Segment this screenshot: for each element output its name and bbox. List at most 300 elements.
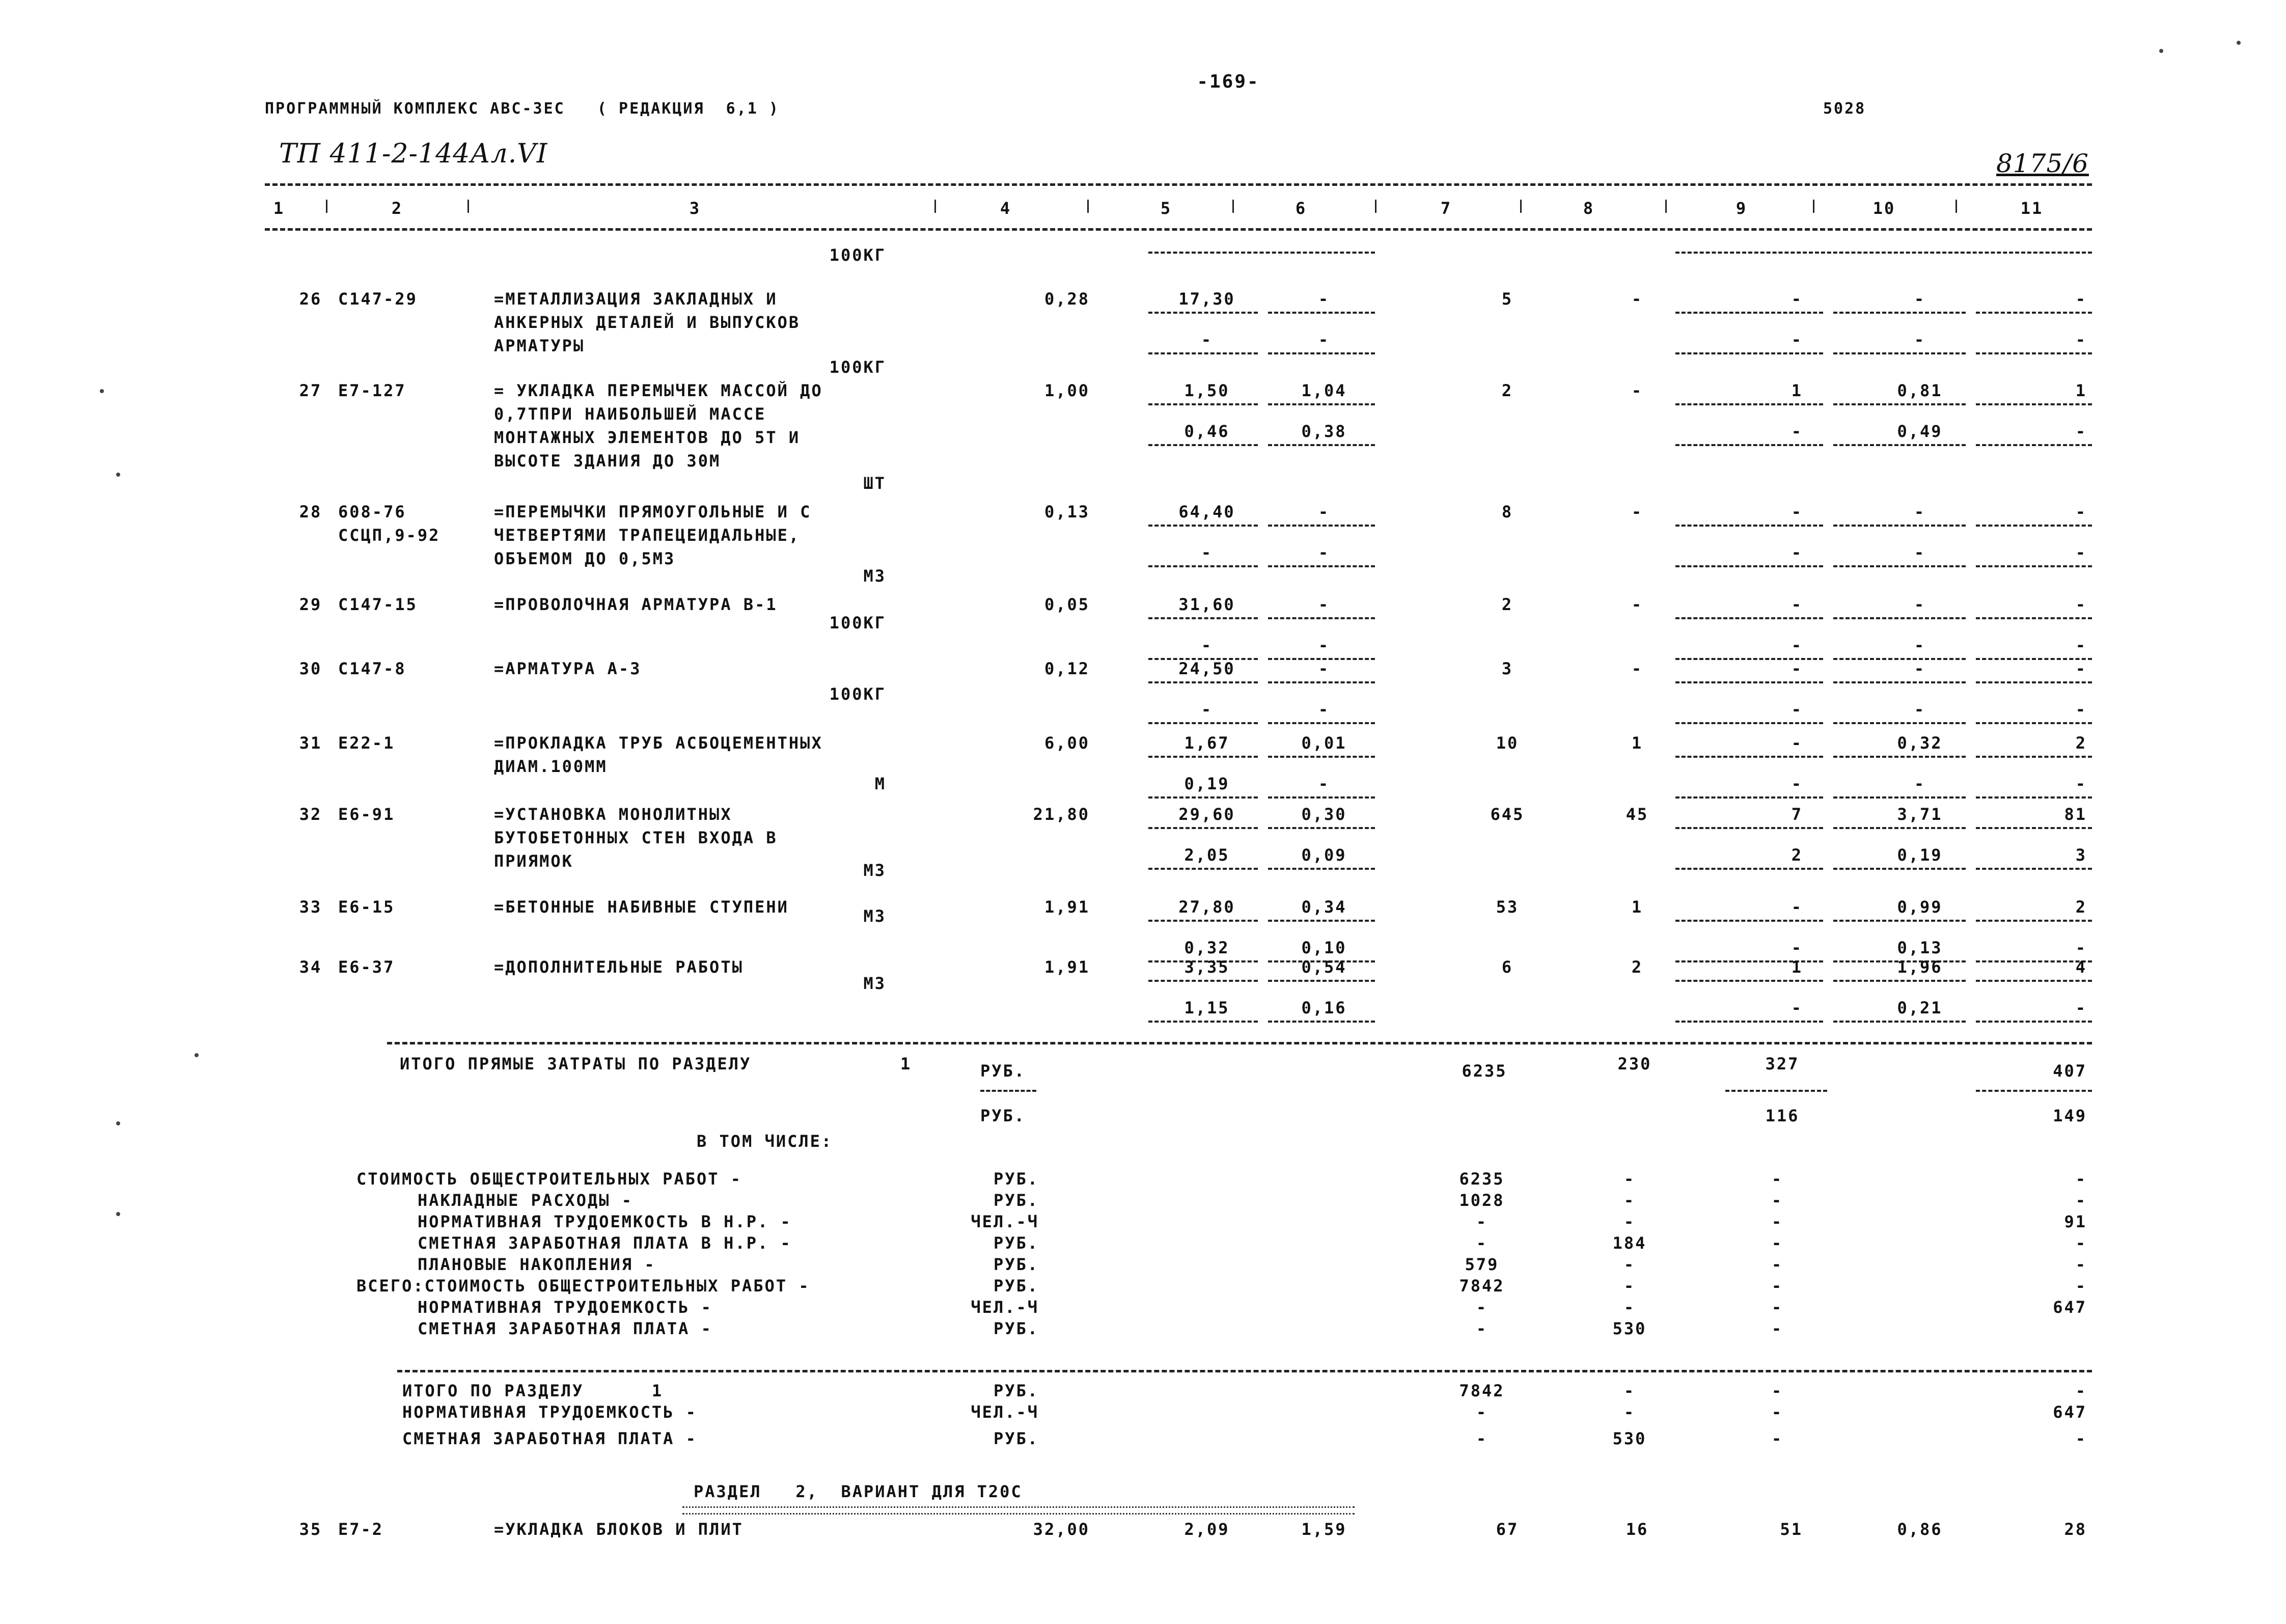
page-number: -169- <box>1197 71 1260 92</box>
cell-rule <box>1675 1021 1823 1023</box>
quantity: 1,91 <box>1044 897 1090 917</box>
summary-machine: - <box>1771 1191 1783 1210</box>
cell-rule <box>1268 403 1375 405</box>
work-description: ПРИЯМОК <box>494 851 573 871</box>
machine-wage-total: - <box>1791 543 1803 562</box>
operating-cost: 0,34 <box>1301 897 1347 917</box>
cell-rule <box>1976 525 2092 527</box>
work-description: АНКЕРНЫХ ДЕТАЛЕЙ И ВЫПУСКОВ <box>494 313 801 332</box>
machine-wage-unit: 0,10 <box>1301 938 1347 957</box>
unit-cost: 27,80 <box>1178 897 1235 917</box>
summary-label: НАКЛАДНЫЕ РАСХОДЫ - <box>418 1191 634 1210</box>
sub-c11: 149 <box>2053 1106 2087 1125</box>
total-cost: 67 <box>1496 1520 1519 1539</box>
wages-total: 45 <box>1626 805 1649 824</box>
labor-unit: - <box>1914 289 1926 309</box>
wage-unit: - <box>1201 330 1213 349</box>
top-cell-rule <box>1675 252 2092 254</box>
machine-labor-total: - <box>2075 422 2087 441</box>
sheet-number: 8175/6 <box>1996 149 2089 178</box>
unit-cost: 2,09 <box>1184 1520 1230 1539</box>
machine-labor-unit: 0,19 <box>1897 845 1943 865</box>
work-description: 0,7ТПРИ НАИБОЛЬШЕЙ МАССЕ <box>494 404 766 424</box>
work-description: ДИАМ.100ММ <box>494 757 608 776</box>
row-number: 32 <box>299 805 322 824</box>
summary-label: СМЕТНАЯ ЗАРАБОТНАЯ ПЛАТА В Н.Р. - <box>418 1233 792 1253</box>
c11-underline <box>1976 1090 2092 1092</box>
summary-unit: РУБ. <box>993 1191 1039 1210</box>
summary-labor: 91 <box>2064 1212 2087 1231</box>
machine-wage-total: - <box>1791 422 1803 441</box>
cell-rule <box>1976 681 2092 683</box>
cell-rule <box>1268 617 1375 619</box>
summary-machine: - <box>1771 1169 1783 1189</box>
labor-unit: 3,71 <box>1897 805 1943 824</box>
cell-rule <box>1268 565 1375 567</box>
work-description: =МЕТАЛЛИЗАЦИЯ ЗАКЛАДНЫХ И <box>494 289 778 309</box>
c9-underline <box>1725 1090 1827 1092</box>
machine-total: 1 <box>1791 381 1803 400</box>
rate-code: Е6-15 <box>338 897 395 917</box>
work-description: =ПРОВОЛОЧНАЯ АРМАТУРА В-1 <box>494 595 778 614</box>
scan-speck <box>2237 41 2241 45</box>
row-number: 33 <box>299 897 322 917</box>
cell-rule <box>1148 1021 1258 1023</box>
labor-unit: - <box>1914 502 1926 521</box>
work-description: =УКЛАДКА БЛОКОВ И ПЛИТ <box>494 1520 743 1539</box>
machine-labor-total: - <box>2075 700 2087 719</box>
column-number-10: 10 <box>1872 199 1896 218</box>
summary-machine: - <box>1771 1298 1783 1317</box>
work-description: =АРМАТУРА А-3 <box>494 659 642 678</box>
direct-costs-section: 1 <box>900 1054 912 1074</box>
measure-unit: М <box>874 774 886 793</box>
document-code: 5028 <box>1823 100 1866 118</box>
cell-rule <box>1675 352 1823 354</box>
row-number: 29 <box>299 595 322 614</box>
cell-rule <box>1976 444 2092 446</box>
machine-labor-total: - <box>2075 330 2087 349</box>
total-cost: 2 <box>1501 595 1513 614</box>
summary-wages: - <box>1623 1212 1636 1231</box>
cell-rule <box>1268 1021 1375 1023</box>
direct-c11: 407 <box>2053 1061 2087 1081</box>
wage-unit: 2,05 <box>1184 845 1230 865</box>
section-total-wages: - <box>1623 1402 1636 1422</box>
unit-cost: 17,30 <box>1178 289 1235 309</box>
column-number-5: 5 <box>1160 199 1172 218</box>
total-cost: 2 <box>1501 381 1513 400</box>
labor-total: - <box>2075 595 2087 614</box>
summary-wages: - <box>1623 1255 1636 1274</box>
labor-unit: 0,32 <box>1897 733 1943 753</box>
column-separator <box>1520 200 1522 213</box>
work-description: =ДОПОЛНИТЕЛЬНЫЕ РАБОТЫ <box>494 957 743 977</box>
operating-cost: 0,01 <box>1301 733 1347 753</box>
cell-rule <box>1976 827 2092 829</box>
cell-rule <box>1833 868 1966 870</box>
machine-labor-total: 3 <box>2075 845 2087 865</box>
wage-unit: - <box>1201 700 1213 719</box>
cell-rule <box>1268 756 1375 758</box>
machine-wage-total: 2 <box>1791 845 1803 865</box>
summary-cost: 6235 <box>1459 1169 1505 1189</box>
unit-cost: 1,50 <box>1184 381 1230 400</box>
machine-labor-unit: 0,49 <box>1897 422 1943 441</box>
program-title: ПРОГРАММНЫЙ КОМПЛЕКС АВС-ЗЕС ( РЕДАКЦИЯ 6,1 ) <box>265 100 780 118</box>
labor-total: 28 <box>2064 1520 2087 1539</box>
summary-cost: - <box>1476 1233 1488 1253</box>
summary-unit: ЧЕЛ.-Ч <box>971 1212 1039 1231</box>
cell-rule <box>1675 403 1823 405</box>
summary-label: СМЕТНАЯ ЗАРАБОТНАЯ ПЛАТА - <box>418 1319 712 1338</box>
rate-code: 608-76 <box>338 502 406 521</box>
operating-cost: 1,59 <box>1301 1520 1347 1539</box>
operating-cost: - <box>1318 659 1330 678</box>
section-total-labor: - <box>2075 1381 2087 1400</box>
column-separator <box>1375 200 1376 213</box>
work-description: =ПРОКЛАДКА ТРУБ АСБОЦЕМЕНТНЫХ <box>494 733 823 753</box>
measure-unit: 100КГ <box>829 684 886 704</box>
machine-wage-unit: 0,38 <box>1301 422 1347 441</box>
machine-labor-unit: - <box>1914 330 1926 349</box>
totals-rule <box>387 1042 2092 1044</box>
column-number-9: 9 <box>1736 199 1748 218</box>
sub-unit: РУБ. <box>980 1106 1026 1125</box>
table-top-rule <box>265 183 2092 186</box>
cell-rule <box>1976 796 2092 799</box>
cell-rule <box>1976 312 2092 314</box>
row-number: 30 <box>299 659 322 678</box>
wages-total: - <box>1631 381 1643 400</box>
cell-rule <box>1675 617 1823 619</box>
row-number: 27 <box>299 381 322 400</box>
cell-rule <box>1268 868 1375 870</box>
work-description: =БЕТОННЫЕ НАБИВНЫЕ СТУПЕНИ <box>494 897 789 917</box>
summary-unit: РУБ. <box>993 1233 1039 1253</box>
machine-total: 7 <box>1791 805 1803 824</box>
cell-rule <box>1675 796 1823 799</box>
cell-rule <box>1675 565 1823 567</box>
summary-labor: - <box>2075 1169 2087 1189</box>
cell-rule <box>1833 681 1966 683</box>
column-separator <box>1232 200 1234 213</box>
summary-cost: - <box>1476 1319 1488 1338</box>
summary-wages: - <box>1623 1298 1636 1317</box>
machine-wage-unit: - <box>1318 700 1330 719</box>
total-cost: 6 <box>1501 957 1513 977</box>
machine-labor-total: - <box>2075 636 2087 655</box>
section-total-label: НОРМАТИВНАЯ ТРУДОЕМКОСТЬ - <box>402 1402 697 1422</box>
machine-labor-total: - <box>2075 938 2087 957</box>
column-number-3: 3 <box>689 199 701 218</box>
summary-label: СТОИМОСТЬ ОБЩЕСТРОИТЕЛЬНЫХ РАБОТ - <box>356 1169 742 1189</box>
work-description: ВЫСОТЕ ЗДАНИЯ ДО 30М <box>494 451 721 471</box>
machine-labor-unit: 0,21 <box>1897 998 1943 1017</box>
summary-labor: - <box>2075 1233 2087 1253</box>
labor-total: 4 <box>2075 957 2087 977</box>
machine-wage-unit: - <box>1318 543 1330 562</box>
machine-total: - <box>1791 733 1803 753</box>
section-total-machine: - <box>1771 1402 1783 1422</box>
cell-rule <box>1976 756 2092 758</box>
cell-rule <box>1976 980 2092 982</box>
cell-rule <box>1148 920 1258 922</box>
cell-rule <box>1148 444 1258 446</box>
summary-machine: - <box>1771 1276 1783 1296</box>
unit-cost: 3,35 <box>1184 957 1230 977</box>
summary-cost: 7842 <box>1459 1276 1505 1296</box>
cell-rule <box>1976 352 2092 354</box>
labor-unit: 0,86 <box>1897 1520 1943 1539</box>
direct-costs-label: ИТОГО ПРЯМЫЕ ЗАТРАТЫ ПО РАЗДЕЛУ <box>400 1054 752 1074</box>
cell-rule <box>1833 827 1966 829</box>
operating-cost: - <box>1318 502 1330 521</box>
operating-cost: - <box>1318 595 1330 614</box>
unit-cost: 29,60 <box>1178 805 1235 824</box>
summary-machine: - <box>1771 1319 1783 1338</box>
scan-speck <box>2159 49 2163 53</box>
cell-rule <box>1833 796 1966 799</box>
machine-total: 1 <box>1791 957 1803 977</box>
column-number-6: 6 <box>1295 199 1307 218</box>
summary-machine: - <box>1771 1255 1783 1274</box>
cell-rule <box>1148 796 1258 799</box>
scan-speck <box>100 389 104 393</box>
measure-unit: М3 <box>863 566 886 586</box>
labor-total: 81 <box>2064 805 2087 824</box>
summary-label: ВСЕГО:СТОИМОСТЬ ОБЩЕСТРОИТЕЛЬНЫХ РАБОТ - <box>356 1276 810 1296</box>
quantity: 32,00 <box>1033 1520 1090 1539</box>
summary-machine: - <box>1771 1212 1783 1231</box>
cell-rule <box>1675 920 1823 922</box>
unit-cost: 31,60 <box>1178 595 1235 614</box>
row-number: 28 <box>299 502 322 521</box>
cell-rule <box>1148 403 1258 405</box>
total-cost: 10 <box>1496 733 1519 753</box>
column-separator <box>1665 200 1667 213</box>
cell-rule <box>1976 565 2092 567</box>
work-description: ОБЪЕМОМ ДО 0,5М3 <box>494 549 676 568</box>
summary-wages: - <box>1623 1191 1636 1210</box>
cell-rule <box>1148 827 1258 829</box>
cell-rule <box>1268 920 1375 922</box>
section-total-unit: РУБ. <box>993 1381 1039 1400</box>
machine-labor-total: - <box>2075 998 2087 1017</box>
cell-rule <box>1148 980 1258 982</box>
cell-rule <box>1833 658 1966 660</box>
work-description: БУТОБЕТОННЫХ СТЕН ВХОДА В <box>494 828 778 847</box>
direct-c9: 327 <box>1765 1054 1800 1074</box>
operating-cost: 0,30 <box>1301 805 1347 824</box>
cell-rule <box>1148 352 1258 354</box>
section-total-labor: - <box>2075 1429 2087 1448</box>
machine-total: - <box>1791 595 1803 614</box>
cell-rule <box>1675 827 1823 829</box>
wages-total: 1 <box>1631 897 1643 917</box>
work-description: ЧЕТВЕРТЯМИ ТРАПЕЦЕИДАЛЬНЫЕ, <box>494 526 801 545</box>
wages-total: - <box>1631 502 1643 521</box>
cell-rule <box>1833 403 1966 405</box>
cell-rule <box>1675 980 1823 982</box>
cell-rule <box>1833 565 1966 567</box>
section-total-wages: 530 <box>1612 1429 1647 1448</box>
rate-code: С147-8 <box>338 659 406 678</box>
wage-unit: 0,19 <box>1184 774 1230 793</box>
column-separator <box>1813 200 1814 213</box>
unit-cost: 64,40 <box>1178 502 1235 521</box>
column-separator <box>326 200 327 213</box>
section-2-underline <box>682 1506 1355 1515</box>
machine-labor-unit: - <box>1914 636 1926 655</box>
section-total-unit: ЧЕЛ.-Ч <box>971 1402 1039 1422</box>
section-total-unit: РУБ. <box>993 1429 1039 1448</box>
machine-wage-unit: 0,09 <box>1301 845 1347 865</box>
quantity: 1,91 <box>1044 957 1090 977</box>
cell-rule <box>1833 312 1966 314</box>
cell-rule <box>1675 868 1823 870</box>
section-total-rule <box>397 1370 2092 1372</box>
machine-wage-unit: - <box>1318 330 1330 349</box>
total-cost: 645 <box>1490 805 1525 824</box>
work-description: =УСТАНОВКА МОНОЛИТНЫХ <box>494 805 732 824</box>
cell-rule <box>1268 827 1375 829</box>
unit-cost: 1,67 <box>1184 733 1230 753</box>
cell-rule <box>1675 444 1823 446</box>
section-total-cost: - <box>1476 1402 1488 1422</box>
cell-rule <box>1268 681 1375 683</box>
wages-total: - <box>1631 659 1643 678</box>
scan-speck <box>116 1212 120 1216</box>
rate-code: Е6-91 <box>338 805 395 824</box>
summary-labor: 647 <box>2053 1298 2087 1317</box>
labor-unit: - <box>1914 659 1926 678</box>
column-number-4: 4 <box>1000 199 1012 218</box>
total-cost: 3 <box>1501 659 1513 678</box>
rate-code: Е6-37 <box>338 957 395 977</box>
labor-unit: - <box>1914 595 1926 614</box>
section-total-machine: - <box>1771 1381 1783 1400</box>
cell-rule <box>1148 617 1258 619</box>
summary-labor: - <box>2075 1255 2087 1274</box>
summary-unit: ЧЕЛ.-Ч <box>971 1298 1039 1317</box>
cell-rule <box>1675 756 1823 758</box>
section-total-machine: - <box>1771 1429 1783 1448</box>
section-total-wages: - <box>1623 1381 1636 1400</box>
column-separator <box>1956 200 1957 213</box>
summary-unit: РУБ. <box>993 1319 1039 1338</box>
cell-rule <box>1148 525 1258 527</box>
wages-total: - <box>1631 595 1643 614</box>
rate-code: Е7-2 <box>338 1520 384 1539</box>
cell-rule <box>1675 722 1823 724</box>
total-cost: 5 <box>1501 289 1513 309</box>
wage-unit: - <box>1201 636 1213 655</box>
column-number-11: 11 <box>2020 199 2044 218</box>
cell-rule <box>1976 617 2092 619</box>
machine-labor-unit: - <box>1914 774 1926 793</box>
quantity: 0,13 <box>1044 502 1090 521</box>
measure-unit: М3 <box>863 906 886 926</box>
work-description: = УКЛАДКА ПЕРЕМЫЧЕК МАССОЙ ДО <box>494 381 823 400</box>
column-separator <box>934 200 936 213</box>
cell-rule <box>1833 617 1966 619</box>
cell-rule <box>1976 920 2092 922</box>
machine-total: - <box>1791 659 1803 678</box>
direct-costs-unit: РУБ. <box>980 1061 1026 1081</box>
wages-total: - <box>1631 289 1643 309</box>
operating-cost: 1,04 <box>1301 381 1347 400</box>
rate-code: Е7-127 <box>338 381 406 400</box>
machine-labor-unit: - <box>1914 543 1926 562</box>
machine-labor-unit: - <box>1914 700 1926 719</box>
measure-unit: М3 <box>863 974 886 993</box>
quantity: 0,12 <box>1044 659 1090 678</box>
column-separator <box>467 200 469 213</box>
scan-speck <box>116 1121 120 1125</box>
quantity: 0,05 <box>1044 595 1090 614</box>
section-2-title: РАЗДЕЛ 2, ВАРИАНТ ДЛЯ Т20С <box>694 1482 1023 1501</box>
cell-rule <box>1833 444 1966 446</box>
cell-rule <box>1976 722 2092 724</box>
wage-unit: 0,46 <box>1184 422 1230 441</box>
cell-rule <box>1268 980 1375 982</box>
machine-total: - <box>1791 897 1803 917</box>
row-number: 26 <box>299 289 322 309</box>
summary-wages: - <box>1623 1169 1636 1189</box>
summary-wages: 184 <box>1612 1233 1647 1253</box>
sub-c9: 116 <box>1765 1106 1800 1125</box>
measure-unit: ШТ <box>863 474 886 493</box>
wages-total: 16 <box>1626 1520 1649 1539</box>
wage-unit: - <box>1201 543 1213 562</box>
cell-rule <box>1148 312 1258 314</box>
rate-code: Е22-1 <box>338 733 395 753</box>
summary-cost: 579 <box>1465 1255 1499 1274</box>
summary-label: НОРМАТИВНАЯ ТРУДОЕМКОСТЬ - <box>418 1298 712 1317</box>
total-cost: 53 <box>1496 897 1519 917</box>
cell-rule <box>1833 722 1966 724</box>
unit-underline <box>980 1090 1036 1092</box>
direct-c8: 230 <box>1617 1054 1652 1074</box>
cell-rule <box>1833 352 1966 354</box>
section-total-cost: - <box>1476 1429 1488 1448</box>
summary-unit: РУБ. <box>993 1255 1039 1274</box>
table-header-rule <box>265 228 2092 231</box>
cell-rule <box>1675 681 1823 683</box>
section-total-label: ИТОГО ПО РАЗДЕЛУ 1 <box>402 1381 664 1400</box>
labor-total: 1 <box>2075 381 2087 400</box>
cell-rule <box>1976 868 2092 870</box>
section-total-label: СМЕТНАЯ ЗАРАБОТНАЯ ПЛАТА - <box>402 1429 697 1448</box>
summary-machine: - <box>1771 1233 1783 1253</box>
labor-total: - <box>2075 289 2087 309</box>
machine-wage-total: - <box>1791 330 1803 349</box>
including-label: В ТОМ ЧИСЛЕ: <box>697 1132 833 1151</box>
row-number: 34 <box>299 957 322 977</box>
cell-rule <box>1148 868 1258 870</box>
labor-unit: 0,99 <box>1897 897 1943 917</box>
scan-speck <box>116 473 120 477</box>
cell-rule <box>1976 960 2092 962</box>
machine-total: 51 <box>1780 1520 1803 1539</box>
rate-code: С147-15 <box>338 595 418 614</box>
cell-rule <box>1268 312 1375 314</box>
summary-unit: РУБ. <box>993 1276 1039 1296</box>
column-number-1: 1 <box>273 199 285 218</box>
cell-rule <box>1976 658 2092 660</box>
cell-rule <box>1675 312 1823 314</box>
